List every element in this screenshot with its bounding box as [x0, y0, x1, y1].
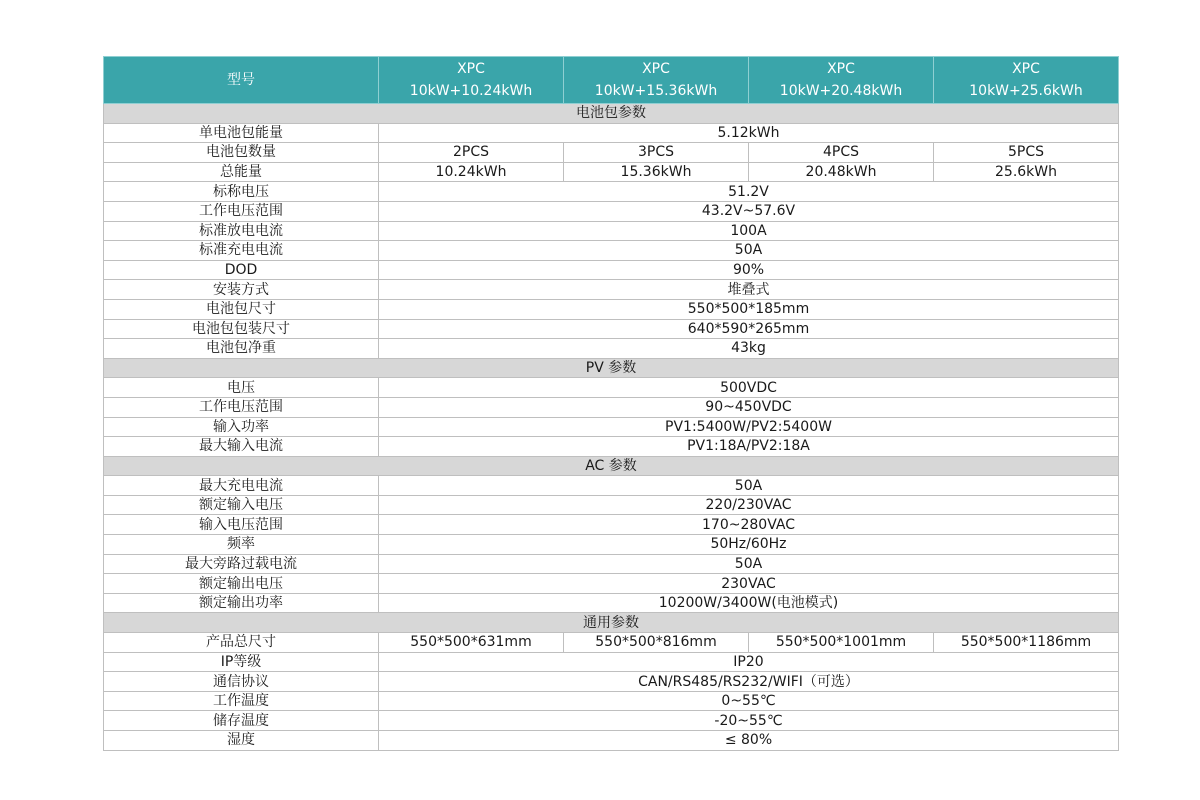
table-row [104, 339, 1119, 359]
row-label: 单电池包能量 [104, 123, 379, 143]
table-row [104, 378, 1119, 398]
row-label: 输入电压范围 [104, 515, 379, 535]
spec-table [103, 56, 1119, 751]
row-label: 电池包包装尺寸 [104, 319, 379, 339]
row-value: 90~450VDC [379, 397, 1119, 417]
row-label: 标准充电电流 [104, 241, 379, 261]
model-name: XPC [1012, 61, 1040, 77]
row-label: 电池包尺寸 [104, 299, 379, 319]
row-label: DOD [104, 260, 379, 280]
header-row [104, 57, 1119, 104]
row-label: 工作电压范围 [104, 201, 379, 221]
row-label: 电池包净重 [104, 339, 379, 359]
section-title: AC 参数 [104, 456, 1119, 476]
table-row [104, 123, 1119, 143]
row-value: 25.6kWh [934, 162, 1119, 182]
row-label: 标称电压 [104, 182, 379, 202]
table-row [104, 672, 1119, 692]
row-value: 100A [379, 221, 1119, 241]
table-row [104, 535, 1119, 555]
table-row [104, 437, 1119, 457]
table-row [104, 731, 1119, 751]
row-value: 550*500*1001mm [749, 633, 934, 653]
section-header-row [104, 456, 1119, 476]
section-title: 通用参数 [104, 613, 1119, 633]
row-value: 3PCS [564, 143, 749, 163]
row-label: 产品总尺寸 [104, 633, 379, 653]
table-row [104, 299, 1119, 319]
row-value: PV1:5400W/PV2:5400W [379, 417, 1119, 437]
row-value: 550*500*1186mm [934, 633, 1119, 653]
row-value: 43.2V~57.6V [379, 201, 1119, 221]
row-label: 工作电压范围 [104, 397, 379, 417]
model-header-cell [749, 57, 934, 104]
row-value: 51.2V [379, 182, 1119, 202]
table-row [104, 495, 1119, 515]
section-header-row [104, 104, 1119, 124]
table-row [104, 574, 1119, 594]
row-label: 频率 [104, 535, 379, 555]
model-header-cell [564, 57, 749, 104]
row-value: 15.36kWh [564, 162, 749, 182]
table-row [104, 691, 1119, 711]
model-name: XPC [827, 61, 855, 77]
row-value: 50A [379, 241, 1119, 261]
section-header-row [104, 613, 1119, 633]
row-label: IP等级 [104, 652, 379, 672]
row-value: 5PCS [934, 143, 1119, 163]
row-value: IP20 [379, 652, 1119, 672]
table-row [104, 182, 1119, 202]
row-label: 最大输入电流 [104, 437, 379, 457]
table-row [104, 633, 1119, 653]
table-row [104, 162, 1119, 182]
model-capacity: 10kW+20.48kWh [779, 83, 903, 99]
table-row [104, 417, 1119, 437]
row-label: 湿度 [104, 731, 379, 751]
row-value: -20~55℃ [379, 711, 1119, 731]
row-label: 最大充电电流 [104, 476, 379, 496]
row-label: 标准放电电流 [104, 221, 379, 241]
table-row [104, 397, 1119, 417]
model-name: XPC [457, 61, 485, 77]
row-label: 电压 [104, 378, 379, 398]
model-capacity: 10kW+25.6kWh [969, 83, 1083, 99]
row-value: 640*590*265mm [379, 319, 1119, 339]
spec-table-body [104, 57, 1119, 751]
row-value: 90% [379, 260, 1119, 280]
table-row [104, 554, 1119, 574]
table-row [104, 221, 1119, 241]
row-value: 10200W/3400W(电池模式) [379, 593, 1119, 613]
table-row [104, 319, 1119, 339]
row-label: 额定输出功率 [104, 593, 379, 613]
row-value: 5.12kWh [379, 123, 1119, 143]
model-label: 型号 [104, 57, 379, 104]
row-value: 550*500*631mm [379, 633, 564, 653]
row-value: 43kg [379, 339, 1119, 359]
table-row [104, 476, 1119, 496]
table-row [104, 241, 1119, 261]
row-label: 储存温度 [104, 711, 379, 731]
row-value: 500VDC [379, 378, 1119, 398]
section-title: 电池包参数 [104, 104, 1119, 124]
row-label: 额定输入电压 [104, 495, 379, 515]
row-value: 550*500*185mm [379, 299, 1119, 319]
row-value: 230VAC [379, 574, 1119, 594]
table-row [104, 515, 1119, 535]
table-row [104, 201, 1119, 221]
model-name: XPC [642, 61, 670, 77]
row-value: 50Hz/60Hz [379, 535, 1119, 555]
row-label: 额定输出电压 [104, 574, 379, 594]
row-value: 4PCS [749, 143, 934, 163]
row-label: 输入功率 [104, 417, 379, 437]
row-value: ≤ 80% [379, 731, 1119, 751]
row-label: 工作温度 [104, 691, 379, 711]
table-row [104, 280, 1119, 300]
row-label: 总能量 [104, 162, 379, 182]
row-value: 550*500*816mm [564, 633, 749, 653]
model-capacity: 10kW+10.24kWh [409, 83, 533, 99]
table-row [104, 652, 1119, 672]
model-capacity: 10kW+15.36kWh [594, 83, 718, 99]
table-row [104, 711, 1119, 731]
section-header-row [104, 358, 1119, 378]
row-label: 安装方式 [104, 280, 379, 300]
row-value: 50A [379, 476, 1119, 496]
row-value: CAN/RS485/RS232/WIFI（可选） [379, 672, 1119, 692]
row-label: 最大旁路过载电流 [104, 554, 379, 574]
section-title: PV 参数 [104, 358, 1119, 378]
table-row [104, 143, 1119, 163]
row-value: PV1:18A/PV2:18A [379, 437, 1119, 457]
row-value: 10.24kWh [379, 162, 564, 182]
model-header-cell [934, 57, 1119, 104]
table-row [104, 260, 1119, 280]
row-value: 220/230VAC [379, 495, 1119, 515]
model-header-cell [379, 57, 564, 104]
row-value: 170~280VAC [379, 515, 1119, 535]
row-value: 堆叠式 [379, 280, 1119, 300]
row-label: 通信协议 [104, 672, 379, 692]
row-value: 20.48kWh [749, 162, 934, 182]
row-label: 电池包数量 [104, 143, 379, 163]
row-value: 50A [379, 554, 1119, 574]
table-row [104, 593, 1119, 613]
row-value: 2PCS [379, 143, 564, 163]
row-value: 0~55℃ [379, 691, 1119, 711]
